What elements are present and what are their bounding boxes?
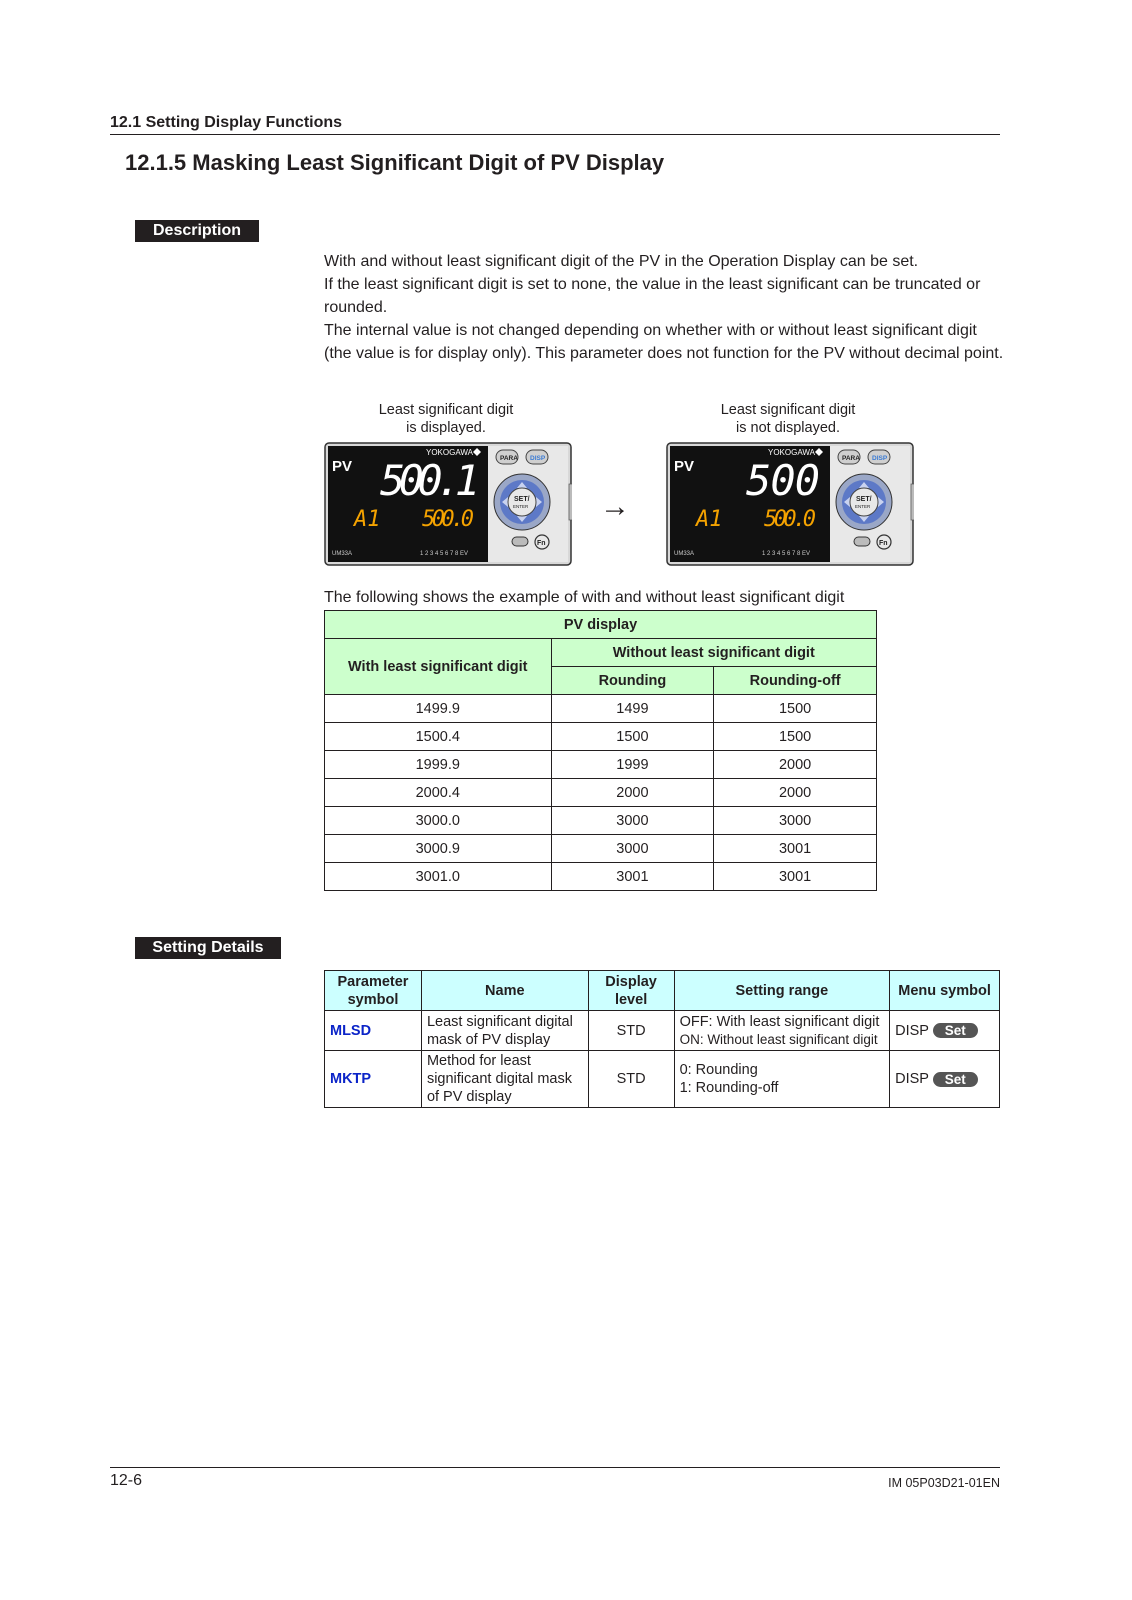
menu-symbol bbox=[890, 1051, 1000, 1108]
example-table-intro: The following shows the example of with and without least significant digit bbox=[324, 589, 845, 606]
header-parameter-symbol bbox=[325, 971, 422, 1011]
example-table bbox=[324, 610, 877, 891]
header-display-level bbox=[588, 971, 674, 1011]
controller-front-panel-with-digit bbox=[324, 442, 572, 566]
menu-symbol-text: DISP bbox=[895, 1022, 929, 1039]
table-row bbox=[325, 723, 877, 751]
model-label: UM33A bbox=[674, 551, 695, 557]
header-line: level bbox=[614, 991, 648, 1008]
disp-button-label: DISP bbox=[530, 455, 546, 462]
model-label: UM33A bbox=[332, 551, 353, 557]
table-row bbox=[325, 1051, 1000, 1108]
description-text bbox=[324, 250, 1004, 365]
controller-front-panel-without-digit bbox=[666, 442, 914, 566]
set-button-label: SET/ bbox=[514, 496, 530, 503]
setting-details-label: Setting Details bbox=[135, 937, 281, 959]
param-symbol: MLSD bbox=[325, 1011, 422, 1051]
header-without-digit: Without least significant digit bbox=[551, 639, 876, 667]
set-badge: Set bbox=[933, 1023, 978, 1038]
setting-range bbox=[674, 1011, 890, 1051]
arrow-icon: → bbox=[600, 490, 630, 523]
cell-with: 3001.0 bbox=[325, 863, 552, 891]
setting-table bbox=[324, 970, 1000, 1108]
cell-with: 1500.4 bbox=[325, 723, 552, 751]
header-line: symbol bbox=[347, 991, 399, 1008]
alarm-label: A1 bbox=[696, 507, 723, 532]
page-title: 12.1.5 Masking Least Significant Digit of PV Display bbox=[125, 150, 665, 175]
cell-rounding-off: 3001 bbox=[714, 835, 877, 863]
header-with-digit: With least significant digit bbox=[325, 639, 552, 695]
display-level: STD bbox=[588, 1011, 674, 1051]
set-button-label: SET/ bbox=[856, 496, 872, 503]
name-line: mask of PV display bbox=[426, 1031, 551, 1048]
range-line: OFF: With least significant digit bbox=[679, 1013, 880, 1030]
caption-line: is displayed. bbox=[406, 420, 486, 436]
caption-line: Least significant digit bbox=[720, 402, 856, 418]
header-line: Display bbox=[605, 973, 657, 990]
header-rounding-off: Rounding-off bbox=[714, 667, 877, 695]
fn-button-label: Fn bbox=[879, 540, 888, 547]
header-setting-range: Setting range bbox=[674, 971, 890, 1011]
disp-button-label: DISP bbox=[872, 455, 888, 462]
header-rounding: Rounding bbox=[551, 667, 714, 695]
description-paragraph: If the least significant digit is set to none, the value in the least significant can be truncated or rounded. bbox=[324, 276, 981, 316]
caption-line: Least significant digit bbox=[378, 402, 514, 418]
cell-rounding-off: 2000 bbox=[714, 751, 877, 779]
cell-rounding: 1999 bbox=[551, 751, 714, 779]
setting-range bbox=[674, 1051, 890, 1108]
table-row bbox=[325, 751, 877, 779]
set-badge: Set bbox=[933, 1072, 978, 1087]
indicator-numbers: 1 2 3 4 5 6 7 8 EV bbox=[420, 551, 469, 557]
caption-line: is not displayed. bbox=[736, 420, 840, 436]
indicator-numbers: 1 2 3 4 5 6 7 8 EV bbox=[762, 551, 811, 557]
cell-with: 3000.0 bbox=[325, 807, 552, 835]
table-row bbox=[325, 779, 877, 807]
header-line: Parameter bbox=[337, 973, 409, 990]
cell-rounding-off: 1500 bbox=[714, 723, 877, 751]
table-row bbox=[325, 695, 877, 723]
alarm-label: A1 bbox=[354, 507, 381, 532]
cell-rounding: 3000 bbox=[551, 807, 714, 835]
name-line: of PV display bbox=[426, 1089, 512, 1105]
description-paragraph: With and without least significant digit of the PV in the Operation Display can be set. bbox=[324, 253, 919, 270]
section-header: 12.1 Setting Display Functions bbox=[110, 114, 1000, 135]
para-button-label: PARA bbox=[500, 455, 518, 462]
cell-rounding: 3000 bbox=[551, 835, 714, 863]
range-line: ON: Without least significant digit bbox=[679, 1031, 878, 1047]
fn-button-label: Fn bbox=[537, 540, 546, 547]
para-button-label: PARA bbox=[842, 455, 860, 462]
figure-caption-right bbox=[678, 401, 898, 437]
name-line: Least significant digital bbox=[426, 1013, 573, 1030]
table-row bbox=[325, 863, 877, 891]
menu-symbol-text: DISP bbox=[895, 1071, 929, 1087]
param-name bbox=[421, 1011, 588, 1051]
header-pv-display: PV display bbox=[325, 611, 877, 639]
name-line: significant digital mask bbox=[426, 1071, 573, 1087]
range-line: 0: Rounding bbox=[679, 1062, 758, 1078]
cell-rounding-off: 3001 bbox=[714, 863, 877, 891]
header-menu-symbol: Menu symbol bbox=[890, 971, 1000, 1011]
cell-rounding-off: 2000 bbox=[714, 779, 877, 807]
name-line: Method for least bbox=[426, 1053, 531, 1069]
sub-value: 500.0 bbox=[422, 507, 474, 532]
cell-rounding: 1500 bbox=[551, 723, 714, 751]
cell-with: 1499.9 bbox=[325, 695, 552, 723]
cell-rounding: 2000 bbox=[551, 779, 714, 807]
sub-value: 500.0 bbox=[764, 507, 816, 532]
menu-symbol bbox=[890, 1011, 1000, 1051]
table-row bbox=[325, 807, 877, 835]
cell-with: 1999.9 bbox=[325, 751, 552, 779]
oval-button[interactable] bbox=[854, 537, 870, 546]
table-row bbox=[325, 1011, 1000, 1051]
table-row bbox=[325, 835, 877, 863]
oval-button[interactable] bbox=[512, 537, 528, 546]
footer-divider bbox=[110, 1467, 1000, 1468]
param-symbol: MKTP bbox=[325, 1051, 422, 1108]
param-name bbox=[421, 1051, 588, 1108]
description-label: Description bbox=[135, 220, 259, 242]
cell-rounding: 3001 bbox=[551, 863, 714, 891]
brand-logo: YOKOGAWA bbox=[426, 448, 473, 457]
cell-rounding-off: 1500 bbox=[714, 695, 877, 723]
display-level: STD bbox=[588, 1051, 674, 1108]
cell-rounding: 1499 bbox=[551, 695, 714, 723]
range-line: 1: Rounding-off bbox=[679, 1080, 779, 1096]
brand-logo: YOKOGAWA bbox=[768, 448, 815, 457]
pv-label: PV bbox=[332, 458, 353, 475]
cell-with: 2000.4 bbox=[325, 779, 552, 807]
cell-rounding-off: 3000 bbox=[714, 807, 877, 835]
enter-button-label: ENTER bbox=[855, 504, 871, 509]
pv-label: PV bbox=[674, 458, 695, 475]
page-number: 12-6 bbox=[110, 1472, 143, 1489]
pv-value: 500.1 bbox=[380, 456, 480, 505]
enter-button-label: ENTER bbox=[513, 504, 529, 509]
pv-value: 500 bbox=[746, 456, 820, 505]
cell-with: 3000.9 bbox=[325, 835, 552, 863]
figure-caption-left bbox=[336, 401, 556, 437]
document-id: IM 05P03D21-01EN bbox=[888, 1476, 1000, 1490]
header-name: Name bbox=[421, 971, 588, 1011]
description-paragraph: The internal value is not changed depending on whether with or without least significant digit (the value is for display only). This parameter does not function for the PV without decimal point. bbox=[324, 322, 1004, 362]
